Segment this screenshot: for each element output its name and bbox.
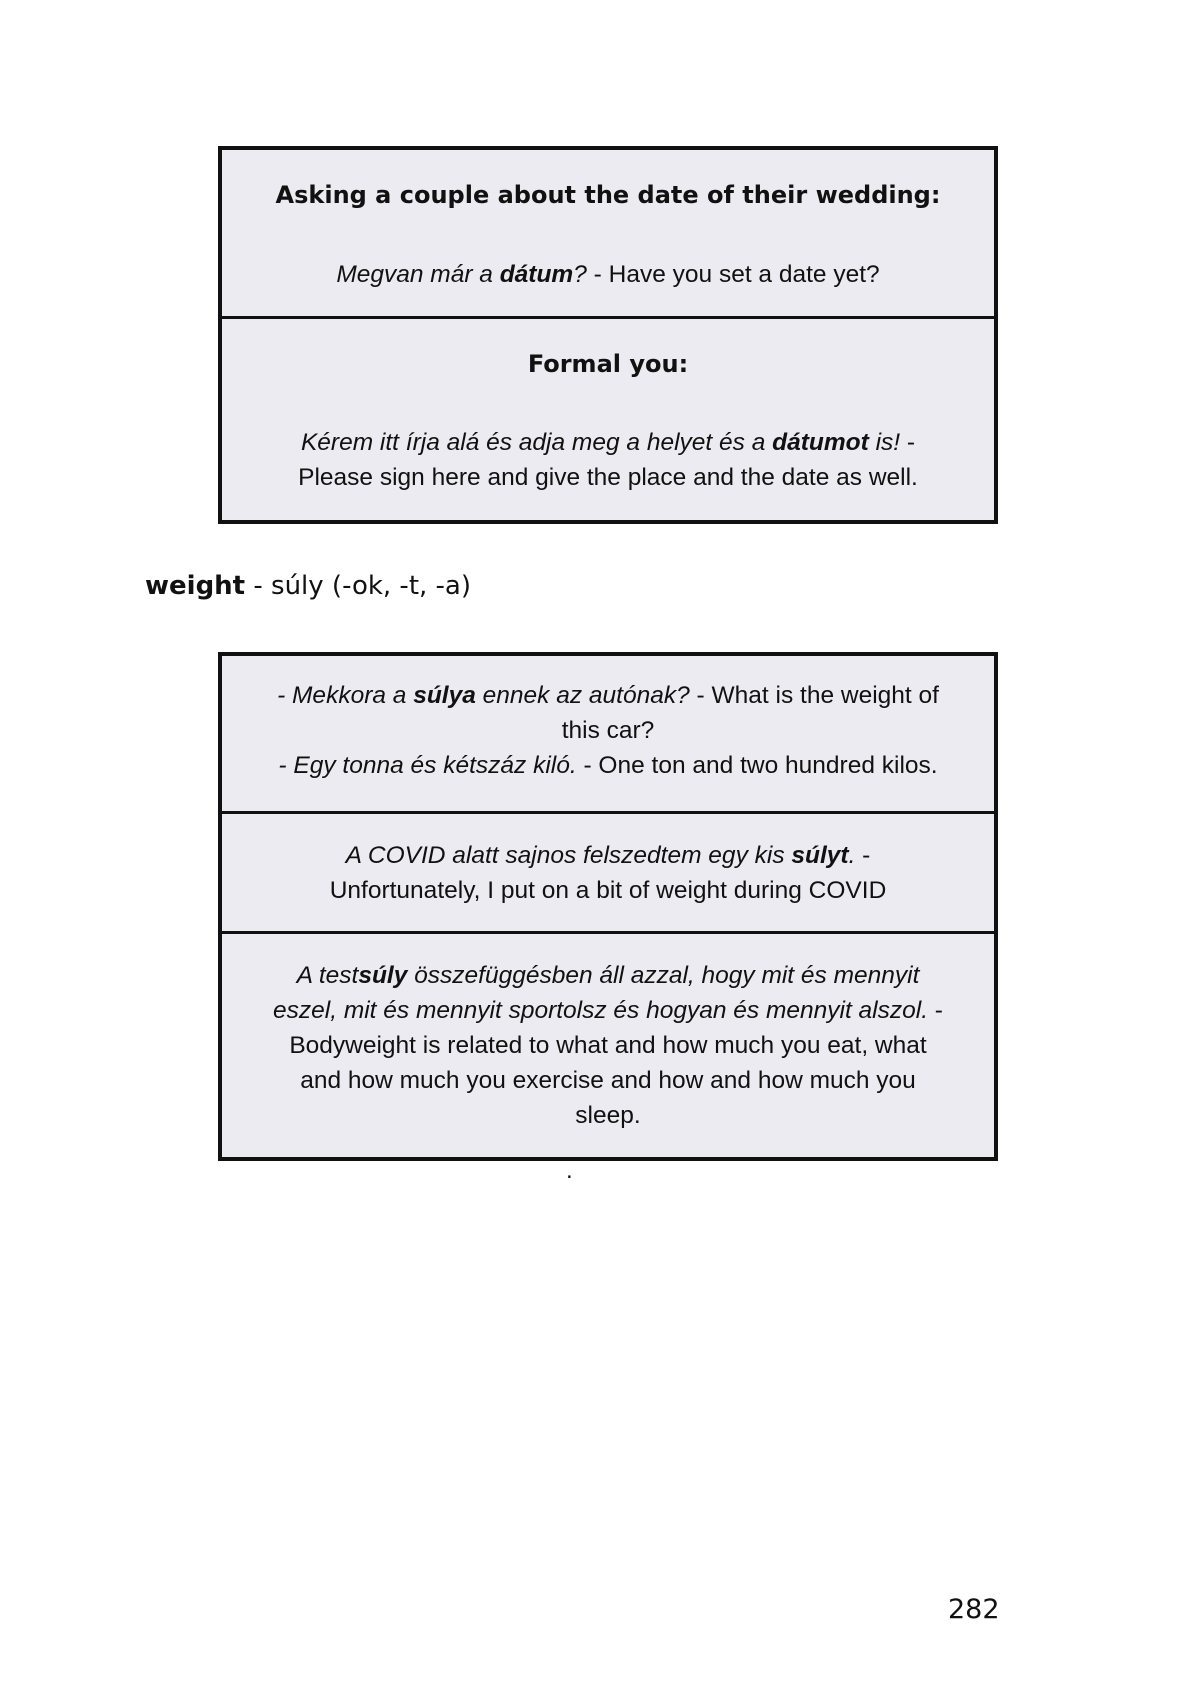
keyword: dátum bbox=[499, 261, 574, 288]
keyword: súlyt bbox=[791, 842, 849, 869]
translation: Bodyweight is related to what and how much you eat, what bbox=[289, 1032, 927, 1059]
translation: - One ton and two hundred kilos. bbox=[576, 752, 938, 779]
keyword: súly bbox=[358, 962, 408, 989]
example-sentence: Megvan már a dátum? - Have you set a date yet? bbox=[336, 261, 880, 288]
entry-word: weight bbox=[145, 571, 246, 601]
stray-dot: . bbox=[566, 1157, 573, 1184]
example-cell-wedding-date bbox=[222, 150, 994, 316]
translation: Please sign here and give the place and the date as well. bbox=[298, 464, 918, 491]
keyword: dátumot bbox=[772, 429, 869, 456]
translation: and how much you exercise and how and how much you bbox=[300, 1067, 916, 1094]
example-heading: Asking a couple about the date of their wedding: bbox=[275, 181, 941, 209]
example-sentence: - Mekkora a súlya ennek az autónak? - What is the weight of bbox=[277, 682, 939, 709]
example-cell-bodyweight bbox=[222, 931, 994, 1157]
example-sentence: Kérem itt írja alá és adja meg a helyet és a dátumot is! - bbox=[300, 429, 916, 456]
entry-translation: - súly (-ok, -t, -a) bbox=[245, 571, 471, 601]
example-cell-formal-you bbox=[222, 316, 994, 520]
translation: - What is the weight of bbox=[689, 682, 939, 709]
keyword: súlya bbox=[413, 682, 476, 709]
page-number: 282 bbox=[948, 1594, 1000, 1625]
example-sentence: eszel, mit és mennyit sportolsz és hogyan és mennyit alszol. - bbox=[273, 997, 943, 1024]
example-box-date bbox=[218, 146, 998, 524]
example-sentence: A testsúly összefüggésben áll azzal, hogy mit és mennyit bbox=[296, 962, 920, 989]
example-cell-covid bbox=[222, 811, 994, 931]
vocabulary-entry bbox=[145, 566, 471, 606]
example-box-weight bbox=[218, 652, 998, 1161]
translation: sleep. bbox=[575, 1102, 641, 1129]
example-cell-car-weight bbox=[222, 656, 994, 811]
translation: - Have you set a date yet? bbox=[586, 261, 880, 288]
example-sentence: A COVID alatt sajnos felszedtem egy kis súlyt. - bbox=[345, 842, 871, 869]
example-heading: Formal you: bbox=[527, 350, 689, 378]
translation: Unfortunately, I put on a bit of weight during COVID bbox=[329, 877, 887, 904]
translation: this car? bbox=[561, 717, 655, 744]
example-sentence: - Egy tonna és kétszáz kiló. - One ton and two hundred kilos. bbox=[278, 752, 938, 779]
